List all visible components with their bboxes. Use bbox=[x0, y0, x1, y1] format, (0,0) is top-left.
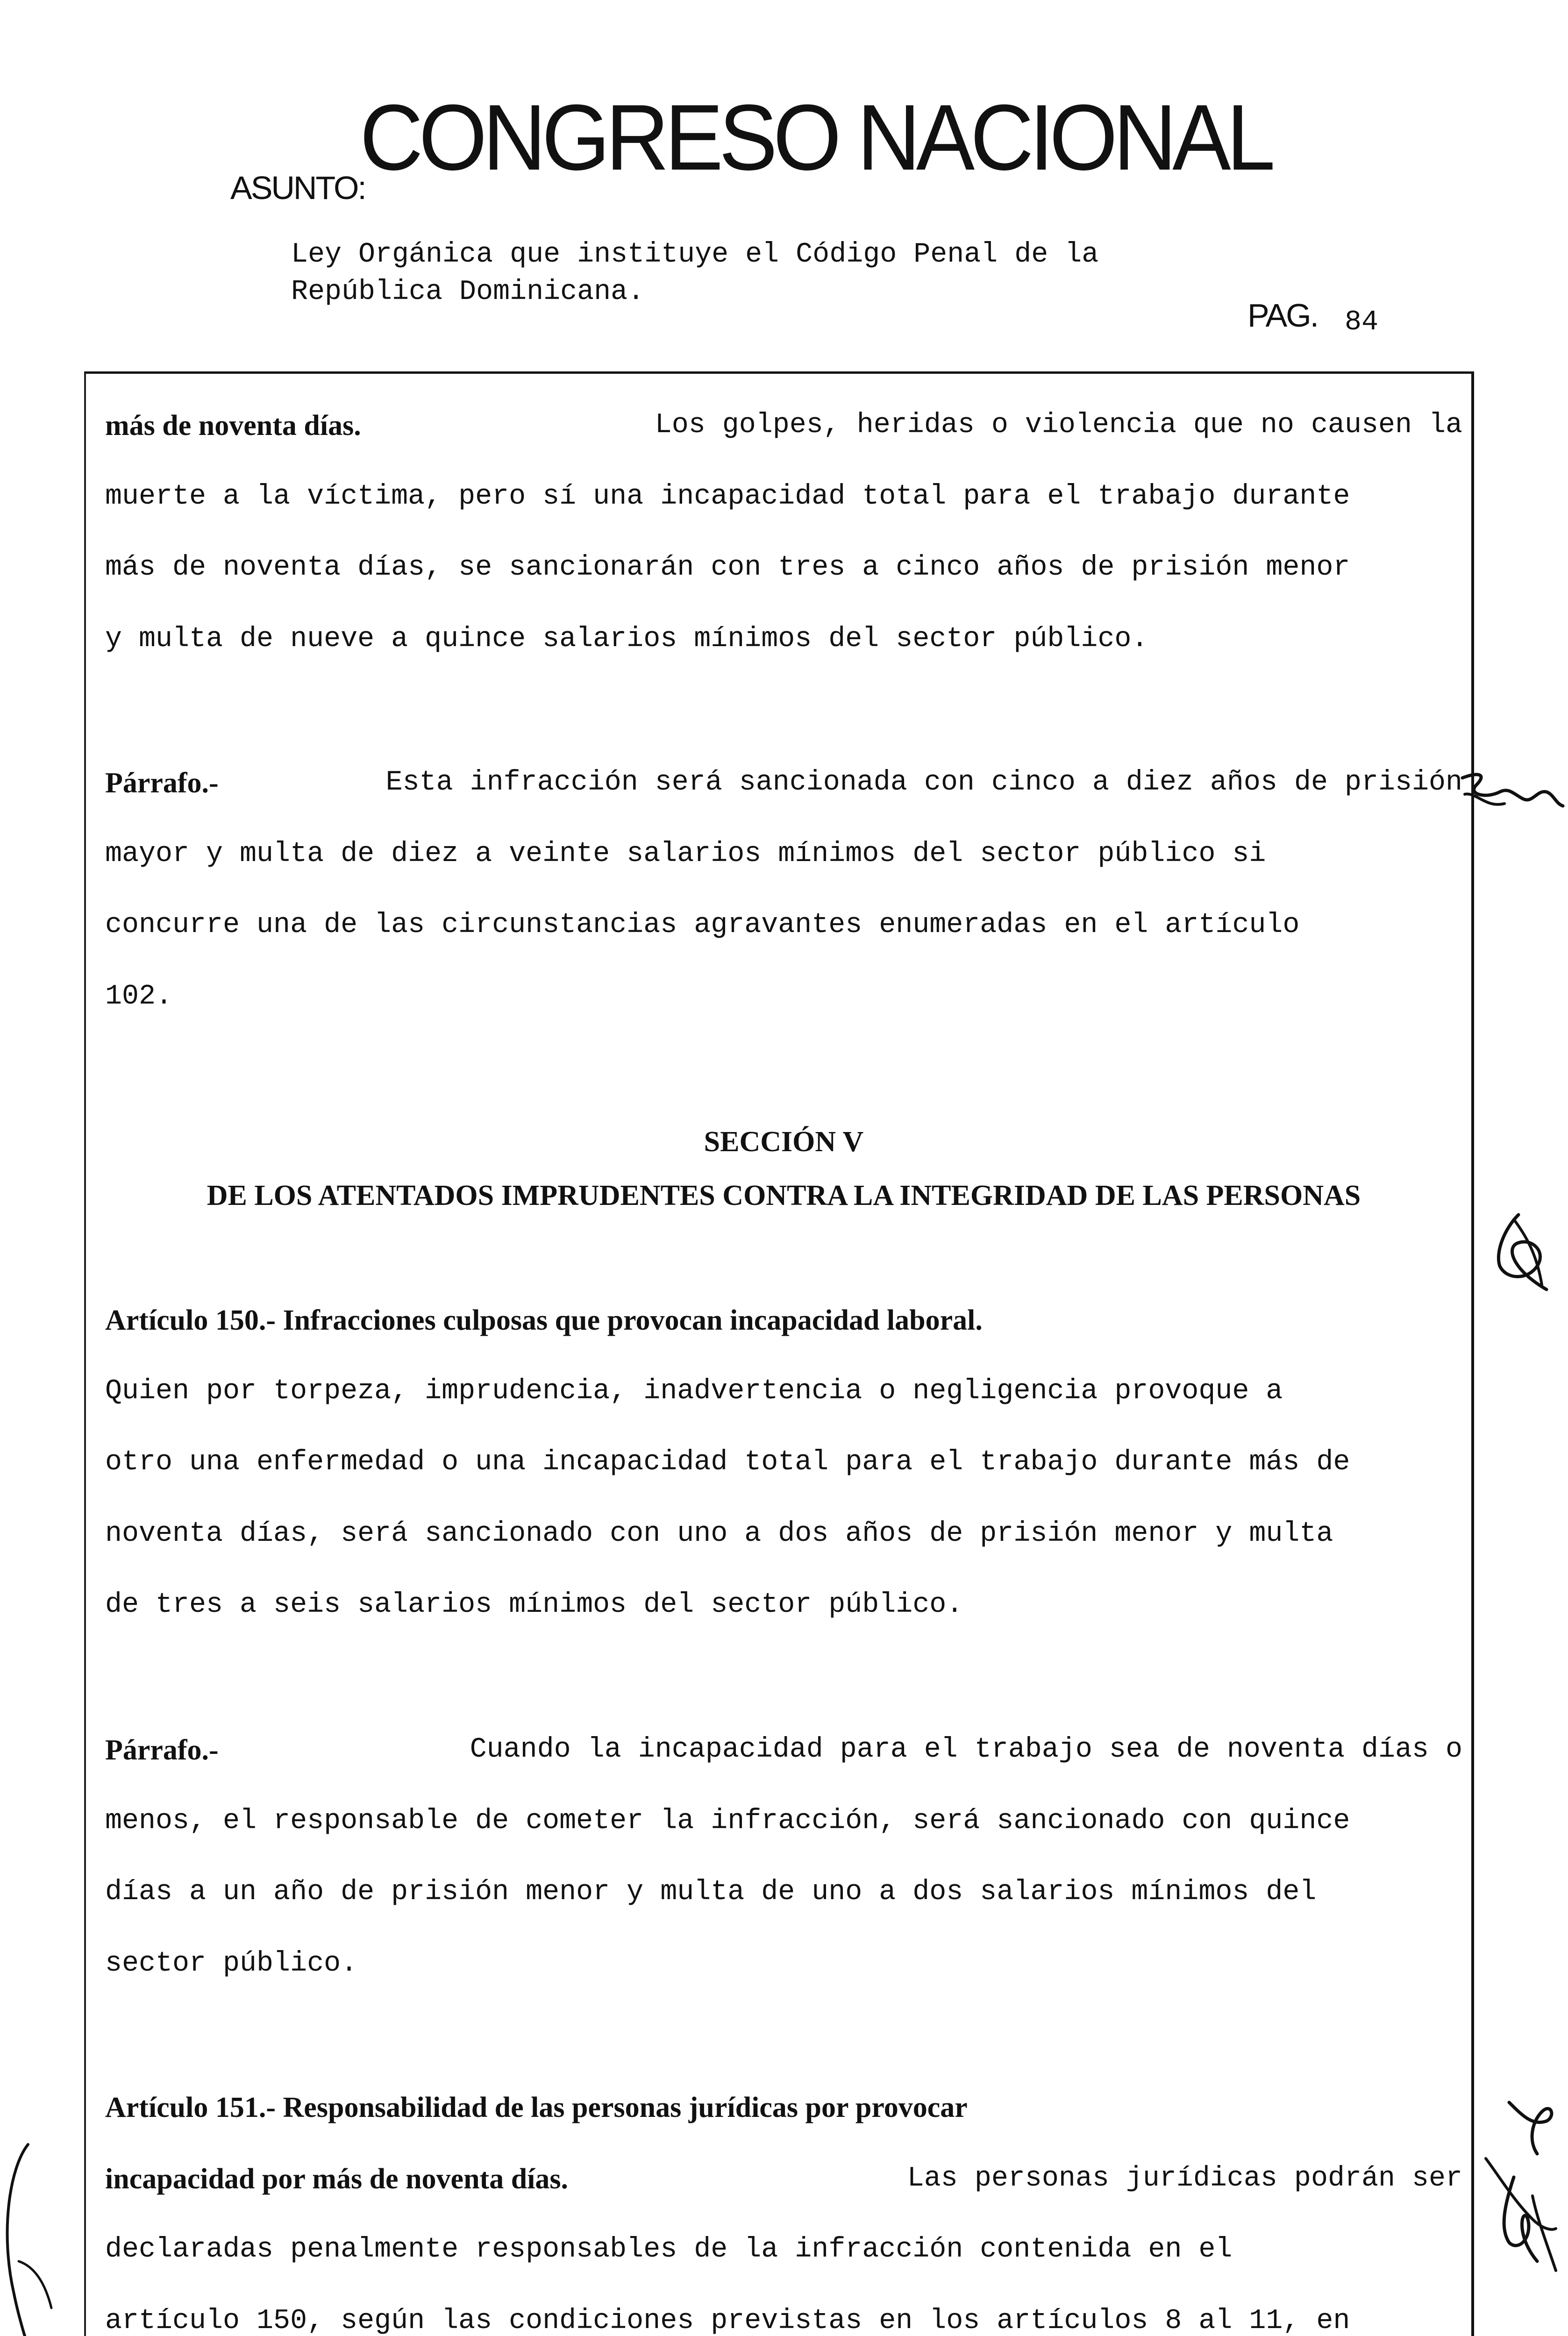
text-line: noventa días, será sancionado con uno a dos años de prisión menor y multa bbox=[105, 1518, 1333, 1550]
page-label: PAG. bbox=[1247, 297, 1318, 334]
handwritten-signature bbox=[0, 2140, 98, 2336]
text-line: menos, el responsable de cometer la infracción, será sancionado con quince bbox=[105, 1805, 1350, 1837]
text-line: incapacidad por más de noventa días. Las personas jurídicas podrán ser bbox=[105, 2163, 1462, 2195]
asunto-label: ASUNTO: bbox=[230, 170, 365, 206]
text-line: más de noventa días, se sancionarán con tres a cinco años de prisión menor bbox=[105, 552, 1350, 584]
page-number: 84 bbox=[1345, 306, 1379, 338]
bold-lead: Párrafo.- bbox=[105, 767, 219, 799]
handwritten-initials-mark bbox=[1486, 1210, 1556, 1294]
text-line: días a un año de prisión menor y multa de uno a dos salarios mínimos del bbox=[105, 1876, 1317, 1908]
congress-title: CONGRESO NACIONAL bbox=[360, 85, 1271, 190]
text-line: más de noventa días. Los golpes, heridas o violencia que no causen la bbox=[105, 409, 1462, 442]
text-line: y multa de nueve a quince salarios mínimos del sector público. bbox=[105, 623, 1148, 655]
section-title: SECCIÓN V bbox=[704, 1126, 864, 1158]
text-line: Párrafo.- Cuando la incapacidad para el trabajo sea de noventa días o bbox=[105, 1734, 1462, 1766]
bold-lead: incapacidad por más de noventa días. bbox=[105, 2163, 569, 2195]
text-line: sector público. bbox=[105, 1948, 358, 1980]
handwritten-initials-mark bbox=[1458, 766, 1565, 822]
subject-line-1: Ley Orgánica que instituye el Código Penal de la bbox=[291, 239, 1099, 271]
handwritten-initials-mark bbox=[1500, 2093, 1565, 2158]
article-heading: Artículo 151.- Responsabilidad de las personas jurídicas por provocar bbox=[105, 2092, 968, 2123]
section-subtitle: DE LOS ATENTADOS IMPRUDENTES CONTRA LA INTEGRIDAD DE LAS PERSONAS bbox=[207, 1180, 1361, 1211]
text-line: declaradas penalmente responsables de la infracción contenida en el bbox=[105, 2234, 1233, 2265]
text-line: Quien por torpeza, imprudencia, inadvertencia o negligencia provoque a bbox=[105, 1375, 1283, 1407]
article-heading: Artículo 150.- Infracciones culposas que provocan incapacidad laboral. bbox=[105, 1304, 983, 1336]
text-line: Párrafo.- Esta infracción será sancionada con cinco a diez años de prisión bbox=[105, 767, 1462, 799]
text-line: muerte a la víctima, pero sí una incapacidad total para el trabajo durante bbox=[105, 481, 1350, 513]
text-line: artículo 150, según las condiciones previstas en los artículos 8 al 11, en bbox=[105, 2305, 1350, 2336]
bold-lead: más de noventa días. bbox=[105, 410, 361, 442]
subject-line-2: República Dominicana. bbox=[291, 276, 645, 308]
text-line: mayor y multa de diez a veinte salarios mínimos del sector público si bbox=[105, 838, 1266, 870]
text-line: de tres a seis salarios mínimos del sector público. bbox=[105, 1589, 963, 1621]
text-line: concurre una de las circunstancias agravantes enumeradas en el artículo bbox=[105, 909, 1300, 941]
subject-text bbox=[291, 236, 1098, 311]
bold-lead: Párrafo.- bbox=[105, 1734, 219, 1766]
text-line: otro una enfermedad o una incapacidad total para el trabajo durante más de bbox=[105, 1446, 1350, 1478]
page-frame bbox=[84, 371, 1474, 2336]
text-line: 102. bbox=[105, 981, 173, 1012]
handwritten-initials-mark bbox=[1486, 2149, 1561, 2280]
